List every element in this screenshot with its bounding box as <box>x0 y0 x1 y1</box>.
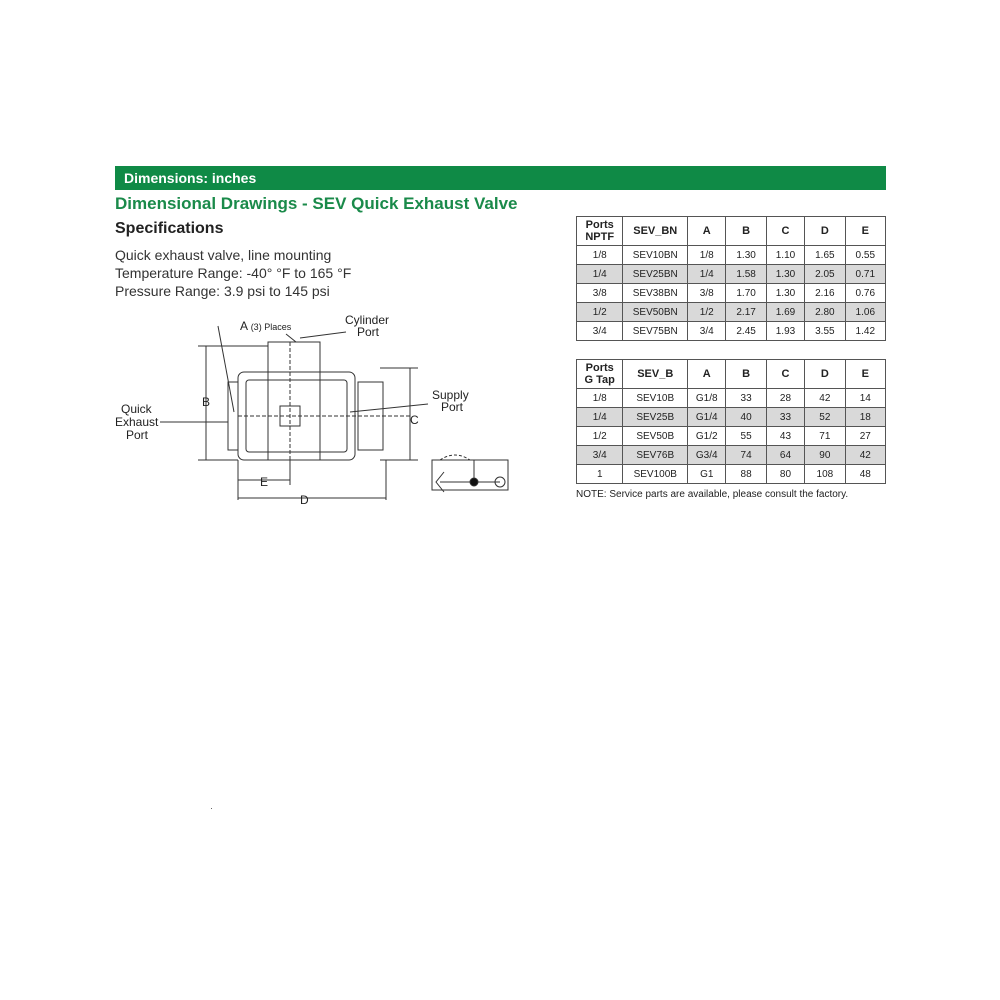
label-c: C <box>410 413 419 427</box>
table-cell: SEV10BN <box>623 246 688 265</box>
table-cell: 33 <box>766 408 804 427</box>
table-cell: 18 <box>845 408 885 427</box>
banner-label: Dimensions: inches <box>124 170 257 186</box>
column-header: Ports G Tap <box>577 360 623 389</box>
label-quick-exhaust: Quick <box>121 402 152 416</box>
specifications-list <box>115 246 351 300</box>
table-header-row <box>577 360 886 389</box>
table-row <box>577 284 886 303</box>
label-supply-port: Supply <box>432 388 469 402</box>
table-cell: 1.10 <box>766 246 804 265</box>
table-cell: 3/4 <box>577 446 623 465</box>
table-cell: 42 <box>805 389 845 408</box>
table-cell: 14 <box>845 389 885 408</box>
table-header-row <box>577 217 886 246</box>
table-cell: 2.45 <box>726 322 766 341</box>
dimensions-table-nptf <box>576 216 886 341</box>
table-cell: SEV38BN <box>623 284 688 303</box>
column-header: E <box>845 217 885 246</box>
table-row <box>577 389 886 408</box>
column-header: D <box>805 360 845 389</box>
section-banner <box>115 166 886 190</box>
column-header: B <box>726 217 766 246</box>
table-cell: G1/2 <box>688 427 726 446</box>
table-cell: 3/8 <box>688 284 726 303</box>
label-d: D <box>300 493 309 507</box>
page-title: Dimensional Drawings - SEV Quick Exhaust Valve <box>115 194 518 213</box>
table-cell: SEV10B <box>623 389 688 408</box>
table-cell: G1/4 <box>688 408 726 427</box>
table-cell: 1 <box>577 465 623 484</box>
table-row <box>577 265 886 284</box>
table-cell: SEV25BN <box>623 265 688 284</box>
table-cell: 3/4 <box>577 322 623 341</box>
table-row <box>577 446 886 465</box>
table-cell: 64 <box>766 446 804 465</box>
table-cell: 2.16 <box>805 284 845 303</box>
table-cell: 1/2 <box>577 303 623 322</box>
table-cell: SEV50BN <box>623 303 688 322</box>
column-header: C <box>766 360 804 389</box>
table-cell: 71 <box>805 427 845 446</box>
label-a: A (3) Places <box>240 319 292 333</box>
specifications-heading: Specifications <box>115 220 224 237</box>
table-row <box>577 303 886 322</box>
dimensions-table-g-tap <box>576 359 886 484</box>
table-cell: 1/4 <box>688 265 726 284</box>
table-cell: G1 <box>688 465 726 484</box>
table-cell: 1.06 <box>845 303 885 322</box>
valve-body-outline <box>228 342 410 460</box>
table-row <box>577 322 886 341</box>
table-cell: 1.65 <box>805 246 845 265</box>
table-cell: 1/2 <box>577 427 623 446</box>
table-cell: 2.17 <box>726 303 766 322</box>
table-cell: 1.30 <box>766 265 804 284</box>
column-header: C <box>766 217 804 246</box>
table-cell: 108 <box>805 465 845 484</box>
dimensional-drawing <box>110 310 550 510</box>
table-cell: 0.55 <box>845 246 885 265</box>
table-cell: 80 <box>766 465 804 484</box>
spec-line: Temperature Range: -40° °F to 165 °F <box>115 265 352 281</box>
table-cell: 1/8 <box>688 246 726 265</box>
table-cell: 42 <box>845 446 885 465</box>
label-cylinder-port-2: Port <box>357 325 380 339</box>
label-b: B <box>202 395 211 409</box>
table-cell: 1.70 <box>726 284 766 303</box>
table-cell: 1.69 <box>766 303 804 322</box>
table-cell: SEV50B <box>623 427 688 446</box>
table-cell: G1/8 <box>688 389 726 408</box>
column-header: B <box>726 360 766 389</box>
table-cell: 1/4 <box>577 265 623 284</box>
table-cell: 3/8 <box>577 284 623 303</box>
table-row <box>577 408 886 427</box>
table-cell: 3/4 <box>688 322 726 341</box>
table-cell: 1.58 <box>726 265 766 284</box>
column-header: A <box>688 217 726 246</box>
column-header: SEV_BN <box>623 217 688 246</box>
table-cell: 52 <box>805 408 845 427</box>
table-cell: 1.93 <box>766 322 804 341</box>
column-header: SEV_B <box>623 360 688 389</box>
table-cell: SEV76B <box>623 446 688 465</box>
table-row <box>577 246 886 265</box>
valve-symbol <box>432 455 508 492</box>
table-cell: SEV100B <box>623 465 688 484</box>
table-cell: SEV25B <box>623 408 688 427</box>
label-e: E <box>260 475 269 489</box>
table-cell: 2.80 <box>805 303 845 322</box>
table-cell: 88 <box>726 465 766 484</box>
table-cell: 2.05 <box>805 265 845 284</box>
column-header: A <box>688 360 726 389</box>
table-cell: 1/8 <box>577 389 623 408</box>
table-cell: 1/4 <box>577 408 623 427</box>
column-header: Ports NPTF <box>577 217 623 246</box>
spec-line: Quick exhaust valve, line mounting <box>115 247 332 263</box>
table-cell: 1.30 <box>766 284 804 303</box>
label-quick-exhaust-2: Exhaust <box>115 415 159 429</box>
stray-dot <box>211 808 212 809</box>
table-cell: 40 <box>726 408 766 427</box>
table-cell: 0.76 <box>845 284 885 303</box>
table-cell: 1.42 <box>845 322 885 341</box>
table-cell: 33 <box>726 389 766 408</box>
column-header: E <box>845 360 885 389</box>
table-cell: 48 <box>845 465 885 484</box>
table-cell: 1/8 <box>577 246 623 265</box>
table-cell: 3.55 <box>805 322 845 341</box>
table-cell: 55 <box>726 427 766 446</box>
dimension-lines <box>160 326 428 500</box>
table-row <box>577 465 886 484</box>
table-cell: G3/4 <box>688 446 726 465</box>
table-cell: 28 <box>766 389 804 408</box>
table-cell: 1/2 <box>688 303 726 322</box>
table-cell: 74 <box>726 446 766 465</box>
table-cell: 90 <box>805 446 845 465</box>
table-cell: SEV75BN <box>623 322 688 341</box>
service-note: NOTE: Service parts are available, please consult the factory. <box>576 489 849 500</box>
table-cell: 27 <box>845 427 885 446</box>
label-cylinder-port: Cylinder <box>345 313 390 327</box>
label-quick-exhaust-3: Port <box>126 428 149 442</box>
table-row <box>577 427 886 446</box>
label-supply-port-2: Port <box>441 400 464 414</box>
table-cell: 0.71 <box>845 265 885 284</box>
column-header: D <box>805 217 845 246</box>
table-cell: 43 <box>766 427 804 446</box>
spec-line: Pressure Range: 3.9 psi to 145 psi <box>115 283 330 299</box>
table-cell: 1.30 <box>726 246 766 265</box>
